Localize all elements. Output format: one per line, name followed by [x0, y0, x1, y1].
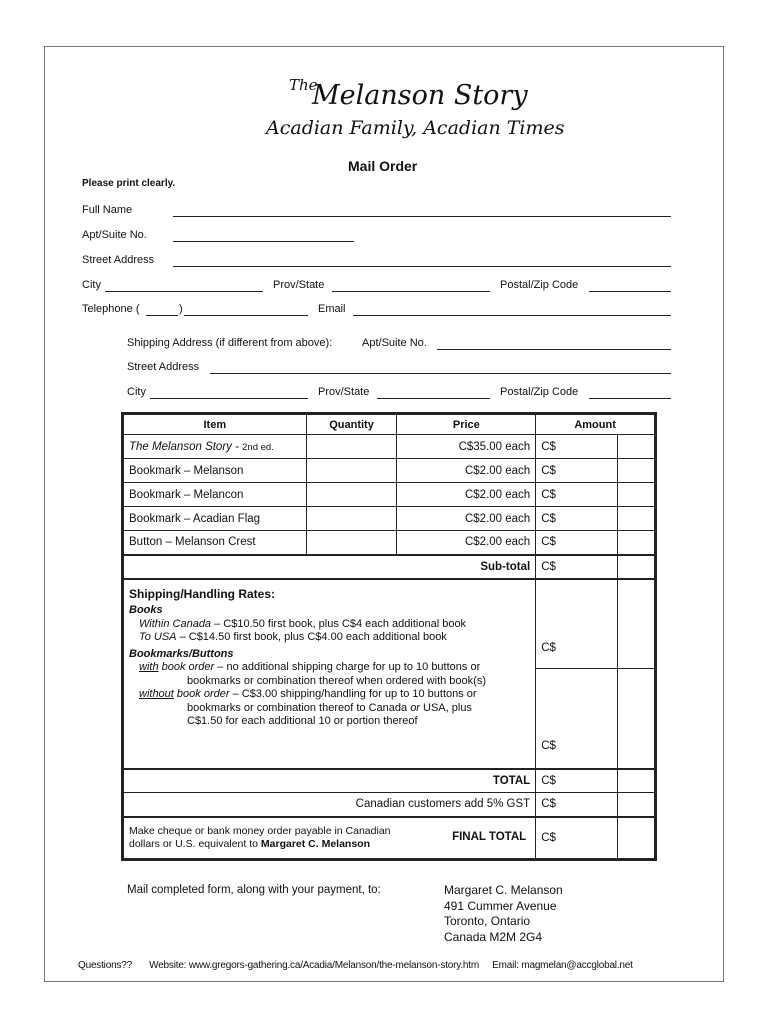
total-cents[interactable]: [618, 769, 655, 793]
quantity-cell[interactable]: [306, 507, 397, 531]
rate-with-book-cont: bookmarks or combination thereof when ordered with book(s): [187, 674, 486, 687]
header-amount: Amount: [536, 415, 655, 435]
gst-label: Canadian customers add 5% GST: [124, 793, 536, 817]
order-table: [123, 414, 655, 859]
gst-row: [124, 793, 655, 817]
item-name: Bookmark – Melancon: [124, 483, 307, 507]
address-line: 491 Cummer Avenue: [444, 898, 557, 913]
full-name-field[interactable]: [173, 216, 671, 217]
total-row: [124, 769, 655, 793]
final-total-label: FINAL TOTAL: [452, 831, 527, 844]
print-instruction: Please print clearly.: [82, 178, 176, 189]
item-edition: 2nd ed.: [242, 441, 274, 453]
postal-zip-field[interactable]: [589, 291, 671, 292]
quantity-cell[interactable]: [306, 483, 397, 507]
full-name-label: Full Name: [82, 204, 133, 216]
address-line: Canada M2M 2G4: [444, 929, 543, 944]
subtotal-cents[interactable]: [618, 555, 655, 579]
header-item: Item: [124, 415, 307, 435]
area-code-field[interactable]: [146, 315, 178, 316]
header-quantity: Quantity: [306, 415, 397, 435]
address-line: Margaret C. Melanson: [444, 883, 563, 897]
footer-website[interactable]: Website: www.gregors-gathering.ca/Acadia/Melanson/the-melanson-story.htm: [149, 960, 479, 971]
rate-with-book: with book order – no additional shipping charge for up to 10 buttons or: [139, 661, 481, 673]
final-total-row: [124, 817, 655, 859]
payable-instructions: [124, 817, 536, 859]
table-row: [124, 531, 655, 555]
table-header-row: [124, 415, 655, 435]
apt-suite-field[interactable]: [173, 241, 354, 242]
shipping-prov-label: Prov/State: [318, 386, 370, 398]
amount-cents-cell[interactable]: [618, 507, 655, 531]
books-shipping-amount[interactable]: C$: [536, 579, 618, 669]
item-title: The Melanson Story -: [129, 440, 243, 453]
payable-text-line2: dollars or U.S. equivalent to Margaret C. Melanson: [129, 837, 371, 850]
shipping-postal-label: Postal/Zip Code: [500, 386, 579, 398]
telephone-paren: ): [179, 303, 183, 315]
price-cell: C$2.00 each: [397, 507, 536, 531]
title-the: The: [289, 76, 318, 94]
amount-cents-cell[interactable]: [618, 459, 655, 483]
quantity-cell[interactable]: [306, 531, 397, 555]
prov-state-field[interactable]: [332, 291, 490, 292]
prov-state-label: Prov/State: [273, 279, 325, 291]
total-label: TOTAL: [124, 769, 536, 793]
header-price: Price: [397, 415, 536, 435]
shipping-apt-label: Apt/Suite No.: [362, 337, 427, 349]
shipping-city-field[interactable]: [150, 398, 308, 399]
amount-cents-cell[interactable]: [618, 483, 655, 507]
table-row: [124, 507, 655, 531]
rate-to-usa: To USA – C$14.50 first book, plus C$4.00 each additional book: [139, 631, 447, 643]
price-cell: C$2.00 each: [397, 483, 536, 507]
subtotal-label: Sub-total: [124, 555, 536, 579]
email-field[interactable]: [353, 315, 671, 316]
amount-cell[interactable]: C$: [536, 507, 618, 531]
quantity-cell[interactable]: [306, 459, 397, 483]
gst-amount[interactable]: C$: [536, 793, 618, 817]
bookmarks-title: Bookmarks/Buttons: [129, 647, 234, 660]
books-shipping-cents[interactable]: [618, 579, 655, 669]
footer-email[interactable]: Email: magmelan@accglobal.net: [492, 960, 633, 971]
telephone-field[interactable]: [184, 315, 308, 316]
apt-suite-label: Apt/Suite No.: [82, 229, 147, 241]
payable-text-line1: Make cheque or bank money order payable in Canadian: [129, 824, 391, 837]
subtotal-row: [124, 555, 655, 579]
bookmarks-shipping-amount[interactable]: C$: [536, 669, 618, 769]
city-label: City: [82, 279, 101, 291]
item-name: Button – Melanson Crest: [124, 531, 307, 555]
telephone-label: Telephone (: [82, 303, 140, 315]
gst-cents[interactable]: [618, 793, 655, 817]
mail-address: [444, 883, 563, 945]
item-name: Bookmark – Acadian Flag: [124, 507, 307, 531]
street-address-field[interactable]: [173, 266, 671, 267]
table-row: [124, 459, 655, 483]
final-total-cents[interactable]: [618, 817, 655, 859]
form-title: Mail Order: [348, 158, 418, 174]
email-label: Email: [318, 303, 346, 315]
rate-without-book-cont: bookmarks or combination thereof to Canada or USA, plus: [187, 701, 472, 714]
address-line: Toronto, Ontario: [444, 914, 531, 928]
book-subtitle: Acadian Family, Acadian Times: [266, 117, 565, 139]
rate-without-book-cont2: C$1.50 for each additional 10 or portion thereof: [187, 715, 418, 727]
quantity-cell[interactable]: [306, 435, 397, 459]
footer: [78, 960, 633, 971]
price-cell: C$35.00 each: [397, 435, 536, 459]
bookmarks-shipping-cents[interactable]: [618, 669, 655, 769]
payable-name: Margaret C. Melanson: [260, 837, 371, 850]
table-row: [124, 483, 655, 507]
postal-zip-label: Postal/Zip Code: [500, 279, 579, 291]
shipping-address-label: Shipping Address (if different from above):: [127, 337, 333, 349]
price-cell: C$2.00 each: [397, 459, 536, 483]
price-cell: C$2.00 each: [397, 531, 536, 555]
shipping-apt-field[interactable]: [437, 349, 671, 350]
rates-title: Shipping/Handling Rates:: [129, 586, 275, 601]
amount-cell[interactable]: C$: [536, 435, 618, 459]
amount-cents-cell[interactable]: [618, 531, 655, 555]
shipping-rates-row: [124, 579, 655, 669]
shipping-street-label: Street Address: [127, 361, 200, 373]
final-total-amount[interactable]: C$: [536, 817, 618, 859]
amount-cell[interactable]: C$: [536, 483, 618, 507]
amount-cell[interactable]: C$: [536, 531, 618, 555]
table-row: [124, 435, 655, 459]
amount-cents-cell[interactable]: [618, 435, 655, 459]
amount-cell[interactable]: C$: [536, 459, 618, 483]
total-amount[interactable]: C$: [536, 769, 618, 793]
city-field[interactable]: [105, 291, 263, 292]
footer-questions: Questions??: [78, 960, 132, 971]
item-name: Bookmark – Melanson: [124, 459, 307, 483]
item-name: [124, 435, 307, 459]
shipping-postal-field[interactable]: [589, 398, 671, 399]
book-title: Melanson Story: [312, 80, 528, 111]
rate-without-book: without book order – C$3.00 shipping/handling for up to 10 buttons or: [139, 688, 477, 700]
subtotal-amount[interactable]: C$: [536, 555, 618, 579]
shipping-street-field[interactable]: [210, 373, 671, 374]
shipping-rates-text: [124, 579, 536, 769]
mail-instruction: Mail completed form, along with your payment, to:: [127, 884, 381, 896]
street-address-label: Street Address: [82, 254, 155, 266]
shipping-prov-field[interactable]: [377, 398, 490, 399]
shipping-city-label: City: [127, 386, 146, 398]
rate-within-canada: Within Canada – C$10.50 first book, plus C$4 each additional book: [139, 617, 467, 630]
books-title: Books: [129, 604, 163, 616]
